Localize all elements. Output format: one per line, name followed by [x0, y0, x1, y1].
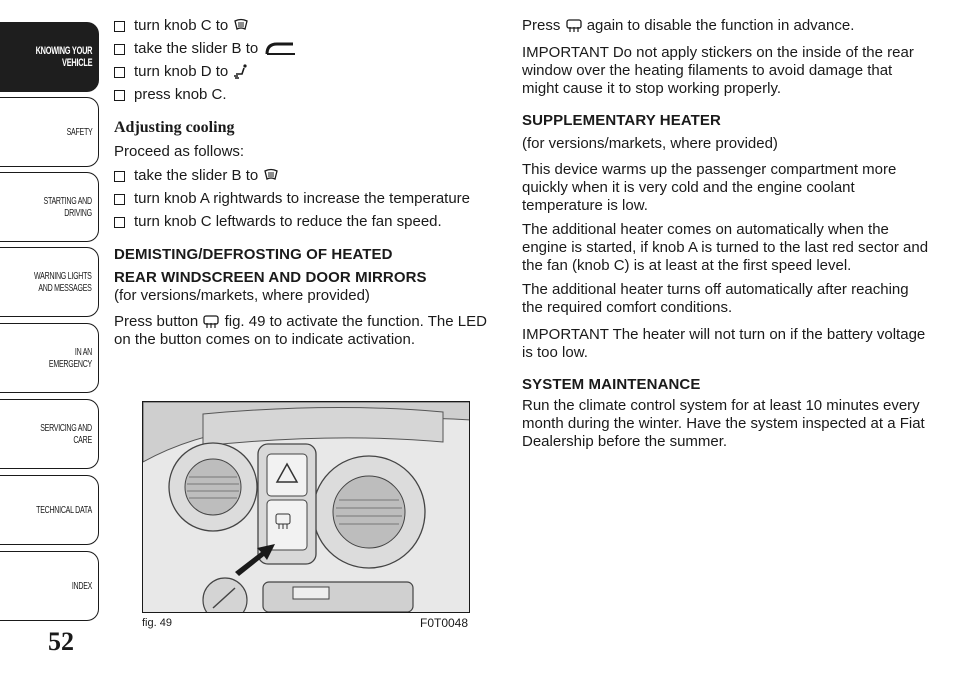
demist-heading-line2: REAR WINDSCREEN AND DOOR MIRRORS — [114, 269, 427, 286]
tab-safety[interactable] — [0, 97, 99, 167]
figure-caption: fig. 49 — [142, 617, 172, 629]
disable-paragraph — [522, 17, 932, 35]
checkbox-bullet-icon — [114, 194, 125, 205]
demist-paragraph — [114, 313, 494, 349]
figure-49-dashboard-illustration — [142, 401, 470, 613]
checkbox-bullet-icon — [114, 90, 125, 101]
supplementary-heater-subheading: (for versions/markets, where provided) — [522, 135, 778, 152]
demist-text-b: fig. 49 to activate the function. The LED on the button comes on to indicate activation. — [114, 313, 487, 348]
bullet-text: turn knob C leftwards to reduce the fan speed. — [134, 213, 442, 230]
right-column — [522, 17, 932, 457]
supplementary-heater-heading: SUPPLEMENTARY HEATER — [522, 112, 721, 129]
tab-technical-data[interactable] — [0, 475, 99, 545]
bullet-text: press knob C. — [134, 86, 227, 103]
system-maintenance-heading: SYSTEM MAINTENANCE — [522, 376, 701, 393]
tab-label-line1: TECHNICAL DATA — [36, 504, 92, 516]
bullet-text: turn knob D to — [134, 63, 229, 80]
bullet-text: turn knob C to — [134, 17, 229, 34]
checkbox-bullet-icon — [114, 21, 125, 32]
tab-label-line2: VEHICLE — [61, 57, 92, 69]
demist-subheading: (for versions/markets, where provided) — [114, 287, 370, 304]
cooling-heading: Adjusting cooling — [114, 119, 235, 136]
cooling-intro: Proceed as follows: — [114, 143, 245, 160]
bullet-item — [114, 40, 494, 58]
bullet-item — [114, 86, 494, 104]
windscreen-demist-icon — [263, 167, 279, 183]
bullet-item — [114, 190, 494, 208]
bullet-text: take the slider B to — [134, 167, 259, 184]
rear-window-heater-icon — [566, 18, 582, 33]
tab-label-line1: SAFETY — [66, 126, 92, 138]
system-maintenance-paragraph: Run the climate control system for at least 10 minutes every month during the winter. Have the system inspected at a Fiat Dealership before the summer. — [522, 397, 925, 450]
tab-servicing-and-care[interactable] — [0, 399, 99, 469]
feet-windscreen-icon — [233, 63, 249, 79]
tab-in-an-emergency[interactable] — [0, 323, 99, 393]
tab-label-line1: SERVICING AND — [40, 422, 92, 434]
tab-warning-lights[interactable] — [0, 247, 99, 317]
disable-text-a: Press — [522, 17, 561, 34]
bullet-item — [114, 17, 494, 35]
checkbox-bullet-icon — [114, 44, 125, 55]
tab-label-line1: WARNING LIGHTS — [34, 270, 92, 282]
bullet-item — [114, 167, 494, 185]
tab-label-line2: AND MESSAGES — [38, 282, 92, 294]
bullet-item — [114, 213, 494, 231]
important-battery: IMPORTANT The heater will not turn on if the battery voltage is too low. — [522, 326, 926, 361]
checkbox-bullet-icon — [114, 67, 125, 78]
tab-starting-and-driving[interactable] — [0, 172, 99, 242]
demist-text-a: Press button — [114, 313, 199, 330]
tab-index[interactable] — [0, 551, 99, 621]
supplementary-heater-p1: This device warms up the passenger compartment more quickly when it is very cold and the engine coolant temperature is low. — [522, 161, 897, 214]
rear-window-heater-icon — [203, 314, 219, 329]
page-number: 52 — [48, 627, 74, 656]
figure-code: F0T0048 — [420, 616, 469, 630]
demist-heading-line1: DEMISTING/DEFROSTING OF HEATED — [114, 246, 393, 263]
checkbox-bullet-icon — [114, 171, 125, 182]
tab-label-line1: STARTING AND — [43, 195, 92, 207]
bullet-text: turn knob A rightwards to increase the temperature — [134, 190, 471, 207]
tab-knowing-your-vehicle[interactable] — [0, 22, 99, 92]
supplementary-heater-p3: The additional heater turns off automatically after reaching the required comfort conditions. — [522, 281, 909, 316]
tab-label-line2: CARE — [73, 434, 92, 446]
left-column — [114, 17, 494, 355]
tab-label-line1: INDEX — [71, 580, 92, 592]
tab-label-line1: KNOWING YOUR — [35, 45, 92, 57]
disable-text-b: again to disable the function in advance. — [586, 17, 855, 34]
air-recirculation-off-icon — [263, 42, 297, 56]
dashboard-illustration — [143, 402, 470, 613]
checkbox-bullet-icon — [114, 217, 125, 228]
tab-label-line2: DRIVING — [64, 207, 92, 219]
windscreen-demist-icon — [233, 17, 249, 33]
supplementary-heater-p2: The additional heater comes on automatically when the engine is started, if knob A is turned to the last red sector and the fan (knob C) is at least at the first speed level. — [522, 221, 929, 274]
tab-label-line1: IN AN EMERGENCY — [48, 346, 92, 370]
important-stickers: IMPORTANT Do not apply stickers on the inside of the rear window over the heating filaments to avoid damage that might cause it to stop working properly. — [522, 44, 914, 97]
bullet-text: take the slider B to — [134, 40, 259, 57]
bullet-item — [114, 63, 494, 81]
